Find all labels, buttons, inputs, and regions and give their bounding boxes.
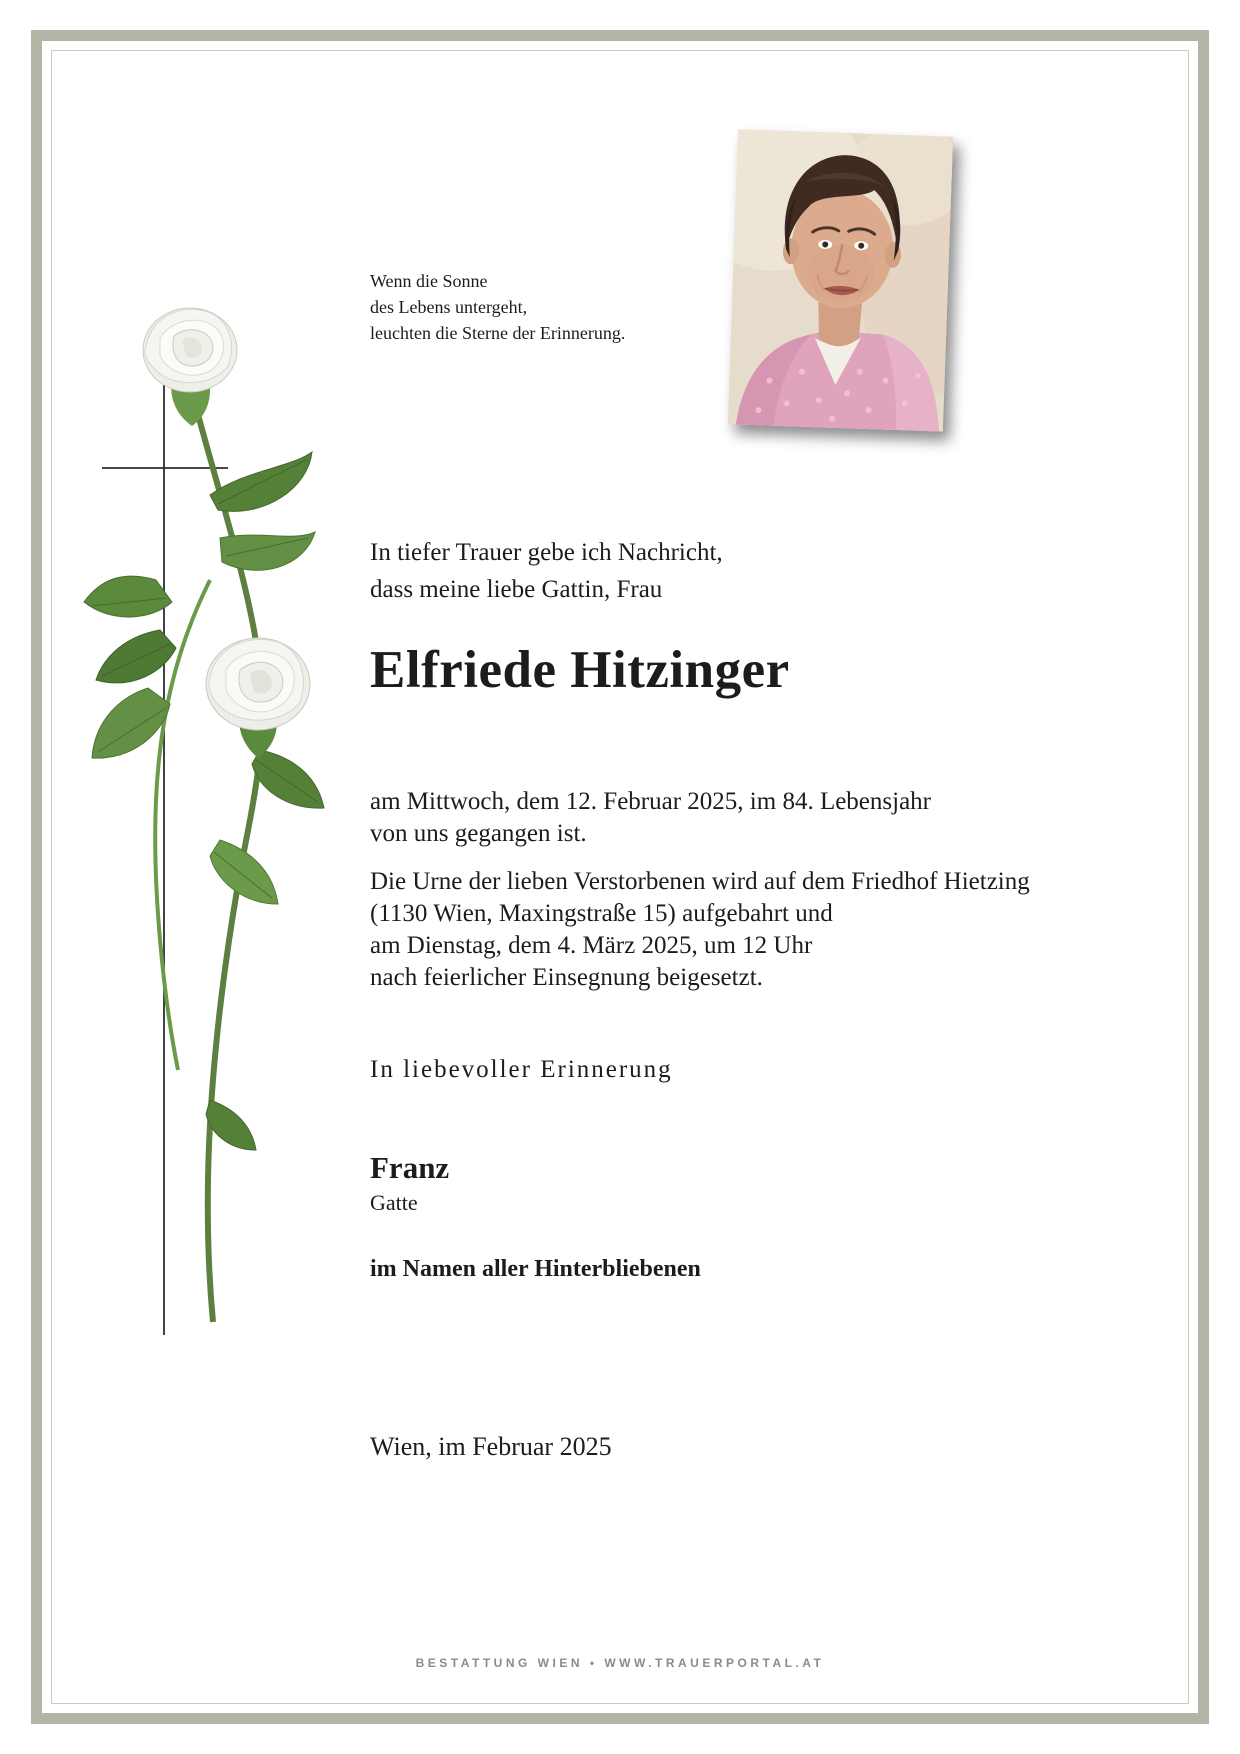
footer-imprint: BESTATTUNG WIEN • WWW.TRAUERPORTAL.AT xyxy=(415,1656,825,1670)
on-behalf-line: im Namen aller Hinterbliebenen xyxy=(370,1256,701,1282)
portrait-photo xyxy=(728,129,953,431)
death-info-line: von uns gegangen ist. xyxy=(370,820,587,847)
poem-line: des Lebens untergeht, xyxy=(370,297,528,317)
mourner-relation: Gatte xyxy=(370,1190,418,1215)
death-info-line: am Mittwoch, dem 12. Februar 2025, im 84. Lebensjahr xyxy=(370,788,931,815)
poem-line: Wenn die Sonne xyxy=(370,271,488,291)
funeral-info-block xyxy=(370,866,1030,994)
rose-illustration xyxy=(60,280,340,1350)
mourner-name: Franz xyxy=(370,1150,450,1185)
intro-line: In tiefer Trauer gebe ich Nachricht, xyxy=(370,539,723,566)
death-info-block xyxy=(370,786,931,850)
place-date-line: Wien, im Februar 2025 xyxy=(370,1432,612,1461)
funeral-info-line: Die Urne der lieben Verstorbenen wird auf dem Friedhof Hietzing xyxy=(370,868,1030,895)
portrait-illustration xyxy=(728,129,953,431)
poem-block xyxy=(370,268,625,346)
funeral-info-line: am Dienstag, dem 4. März 2025, um 12 Uhr xyxy=(370,932,813,959)
poem-line: leuchten die Sterne der Erinnerung. xyxy=(370,323,626,343)
funeral-info-line: (1130 Wien, Maxingstraße 15) aufgebahrt und xyxy=(370,900,833,927)
deceased-name: Elfriede Hitzinger xyxy=(370,641,790,699)
funeral-info-line: nach feierlicher Einsegnung beigesetzt. xyxy=(370,964,763,991)
white-rose-cross-image xyxy=(60,280,340,1350)
intro-line: dass meine liebe Gattin, Frau xyxy=(370,576,663,603)
intro-block xyxy=(370,534,723,608)
remembrance-line: In liebevoller Erinnerung xyxy=(370,1056,673,1083)
